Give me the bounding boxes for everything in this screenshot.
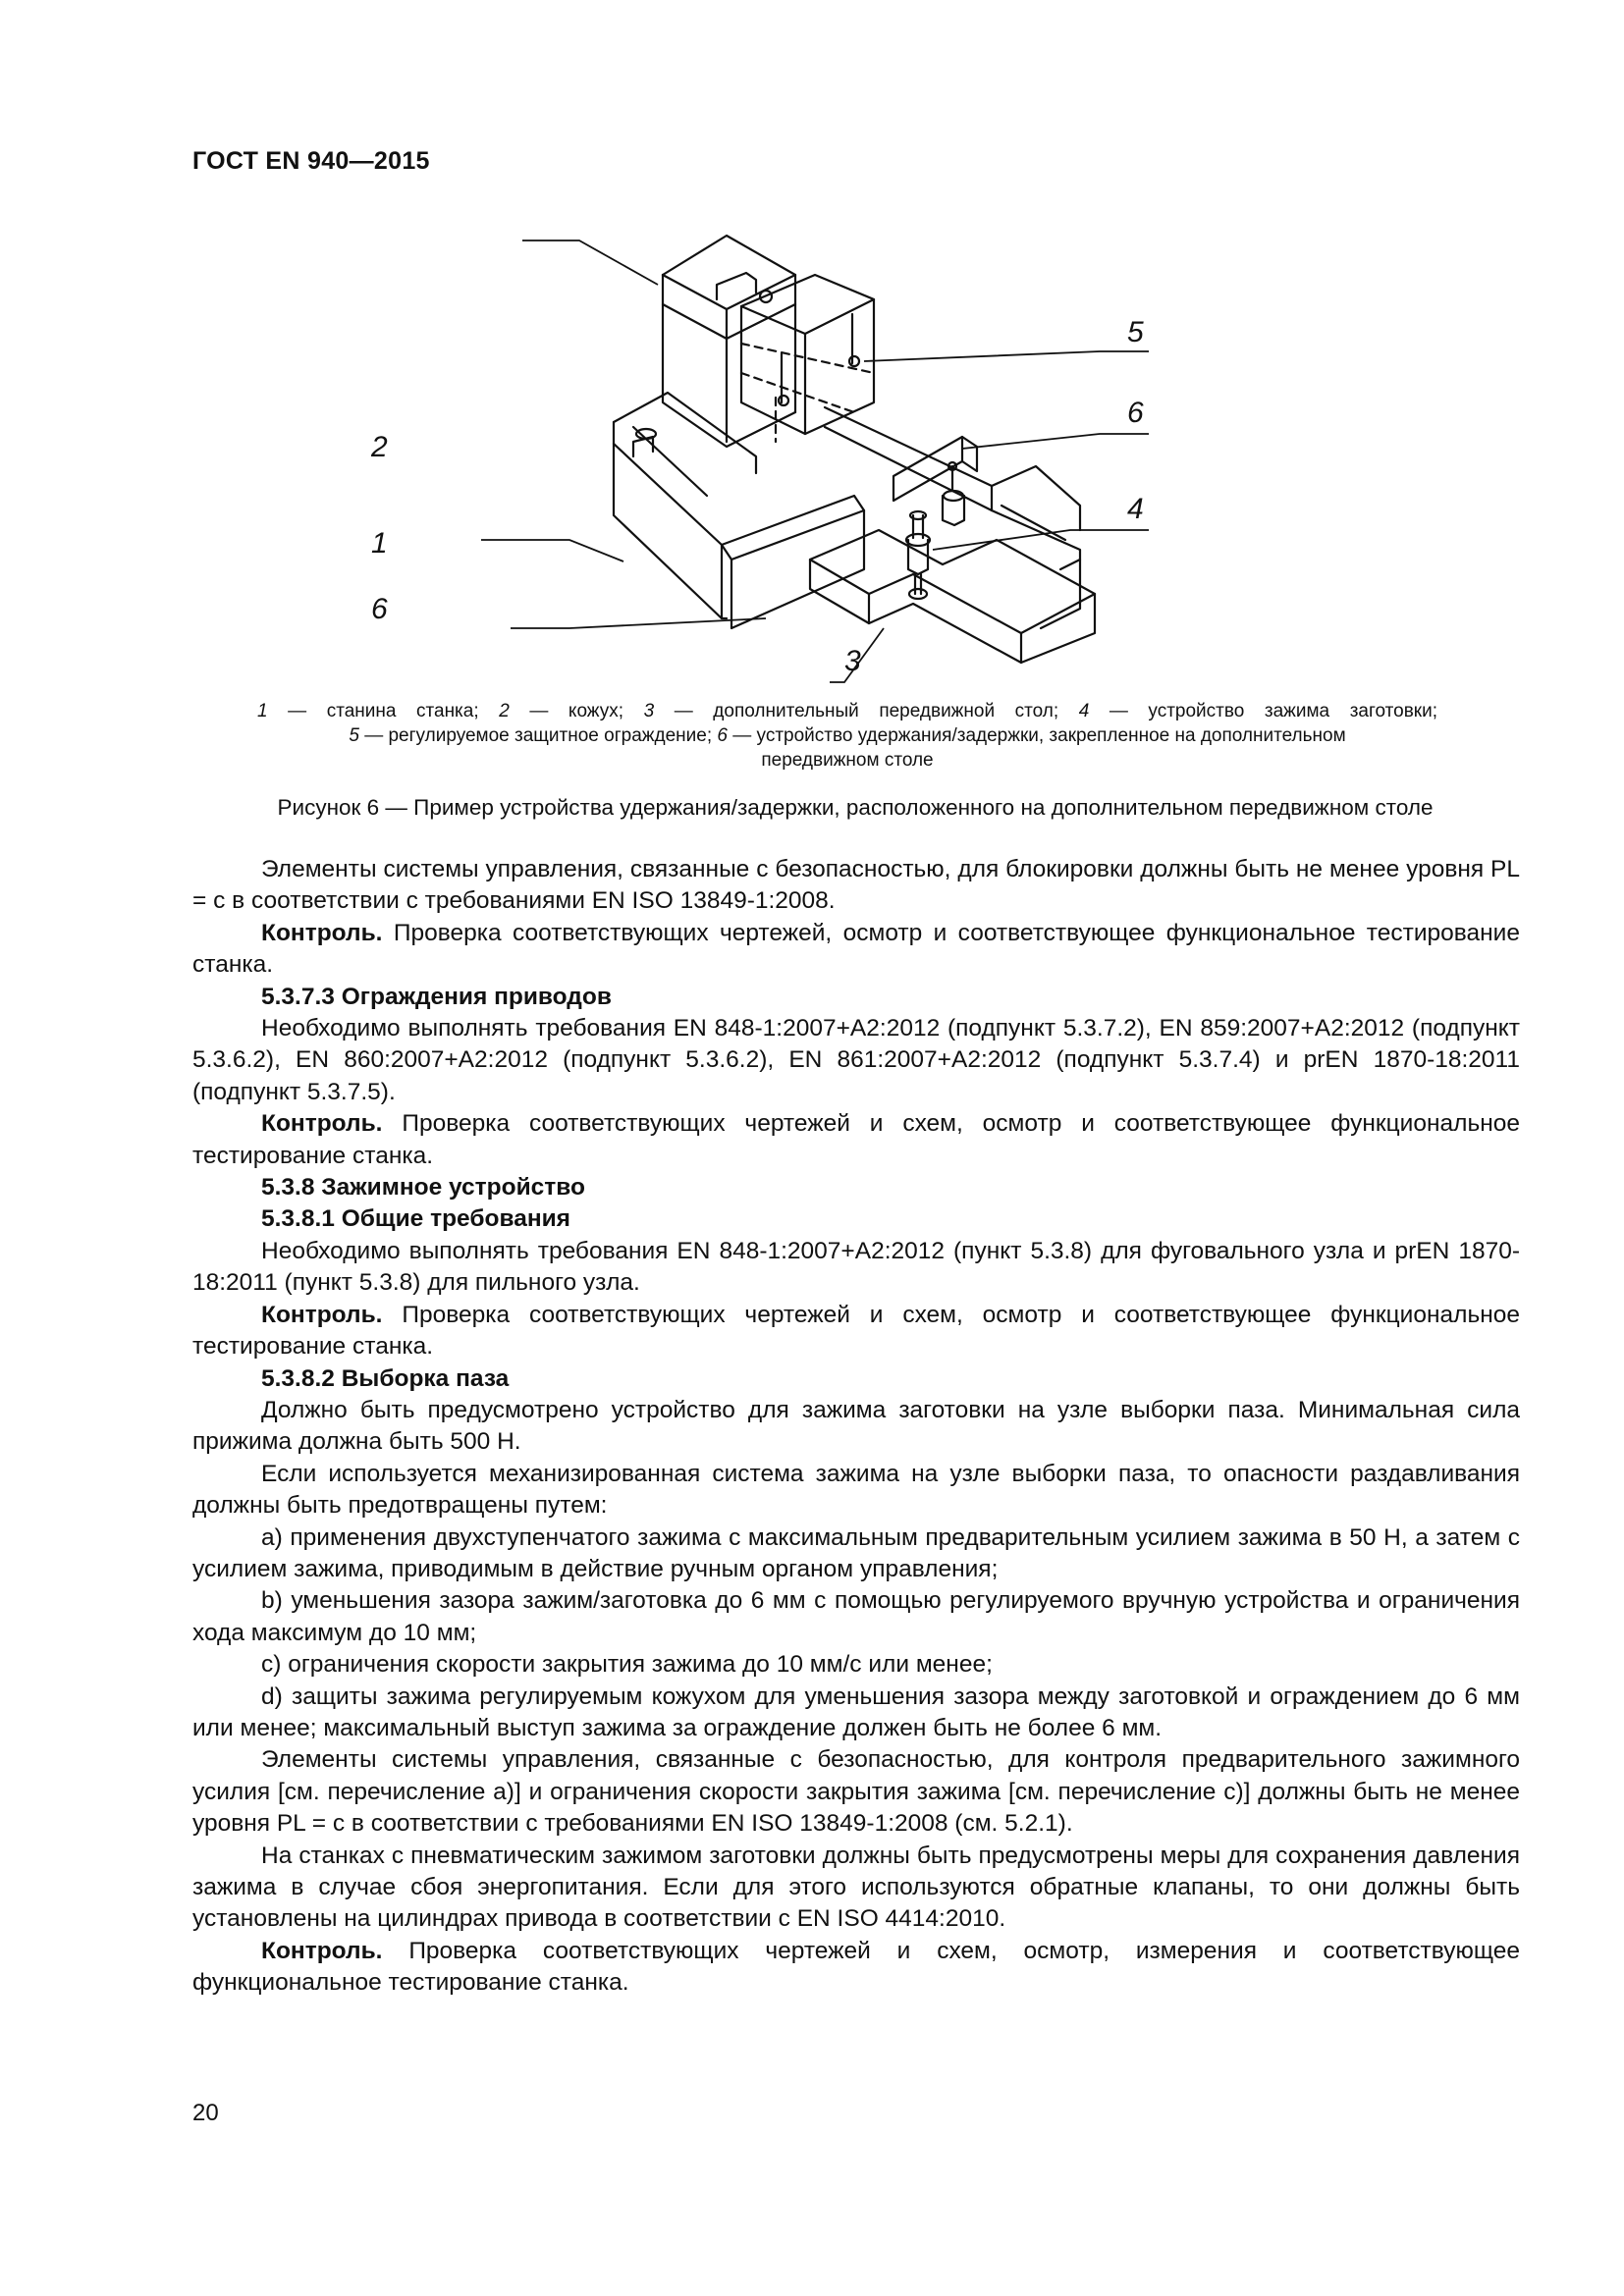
- section-heading: 5.3.8.1 Общие требования: [261, 1205, 570, 1233]
- figure-label-2: 2: [371, 431, 388, 463]
- paragraph: Элементы системы управления, связанные с безопасностью, для блокировки должны быть не менее уровня PL = c в соответствии с требованиями EN ISO 13849-1:2008.: [192, 856, 1520, 915]
- paragraph-control: Контроль. Проверка соответствующих чертежей и схем, осмотр и соответствующее функциональное тестирование станка.: [192, 1110, 1520, 1169]
- list-item: a) применения двухступенчатого зажима с максимальным предварительным усилием зажима в 50 Н, а затем с усилием зажима, приводимым в действие ручным органом управления;: [192, 1523, 1520, 1582]
- figure-6-drawing: [371, 216, 1159, 687]
- paragraph: Необходимо выполнять требования EN 848-1:2007+A2:2012 (подпункт 5.3.7.2), EN 859:2007+A2:2012 (подпункт 5.3.6.2), EN 860:2007+A2:2012 (подпункт 5.3.6.2), EN 861:2007+A2:2012 (подпункт 5.3.7.4) и prEN 1870-18:2011 (подпункт 5.3.7.5).: [192, 1015, 1520, 1105]
- list-item: d) защиты зажима регулируемым кожухом для уменьшения зазора между заготовкой и ограждением до 6 мм или менее; максимальный выступ зажима за ограждение должен быть не более 6 мм.: [192, 1682, 1520, 1741]
- list-item: b) уменьшения зазора зажим/заготовка до 6 мм с помощью регулируемого вручную устройства и ограничения хода максимум до 10 мм;: [192, 1587, 1520, 1646]
- paragraph: Необходимо выполнять требования EN 848-1:2007+A2:2012 (пункт 5.3.8) для фуговального узла и prEN 1870-18:2011 (пункт 5.3.8) для пильного узла.: [192, 1237, 1520, 1297]
- figure-label-6-lower: 6: [371, 593, 388, 625]
- paragraph: На станках с пневматическим зажимом заготовки должны быть предусмотрены меры для сохранения давления зажима в случае сбоя энергопитания. Если для этого используются обратные клапаны, то они должны быть установлены на цилиндрах привода в соответствии с EN ISO 4414:2010.: [192, 1842, 1520, 1933]
- document-header: ГОСТ EN 940—2015: [192, 147, 430, 175]
- machine-line-drawing: [371, 216, 1159, 687]
- legend-line-2: 5 — регулируемое защитное ограждение; 6 — устройство удержания/задержки, закрепленное на дополнительном: [349, 725, 1346, 746]
- figure-label-3: 3: [844, 645, 861, 677]
- paragraph-control: Контроль. Проверка соответствующих чертежей, осмотр и соответствующее функциональное тестирование станка.: [192, 919, 1520, 979]
- housing-shape: [663, 275, 795, 447]
- section-heading: 5.3.8 Зажимное устройство: [261, 1174, 585, 1201]
- figure-caption: Рисунок 6 — Пример устройства удержания/задержки, расположенного на дополнительном передвижном столе: [277, 795, 1434, 820]
- legend-line-1: 1 — станина станка; 2 — кожух; 3 — дополнительный передвижной стол; 4 — устройство зажима заготовки;: [257, 701, 1437, 721]
- figure-label-4: 4: [1127, 493, 1144, 525]
- figure-legend: [257, 699, 1437, 773]
- figure-label-6-upper: 6: [1127, 397, 1144, 429]
- list-item: c) ограничения скорости закрытия зажима до 10 мм/с или менее;: [261, 1651, 993, 1679]
- legend-line-3: передвижном столе: [761, 750, 934, 771]
- paragraph-control: Контроль. Проверка соответствующих чертежей и схем, осмотр и соответствующее функциональное тестирование станка.: [192, 1301, 1520, 1361]
- paragraph: Элементы системы управления, связанные с безопасностью, для контроля предварительного зажимного усилия [см. перечисление a)] и ограничения скорости закрытия зажима [см. перечисление c)] должны быть не менее уровня PL = c в соответствии с требованиями EN ISO 13849-1:2008 (см. 5.2.1).: [192, 1746, 1520, 1838]
- holdback-device-lower-shape: [722, 496, 864, 560]
- section-heading: 5.3.7.3 Ограждения приводов: [261, 983, 612, 1010]
- figure-label-1: 1: [371, 527, 388, 560]
- paragraph: Должно быть предусмотрено устройство для зажима заготовки на узле выборки паза. Минимальная сила прижима должна быть 500 Н.: [192, 1396, 1520, 1456]
- paragraph: Если используется механизированная система зажима на узле выборки паза, то опасности раздавливания должны быть предотвращены путем:: [192, 1460, 1520, 1520]
- paragraph-control: Контроль. Проверка соответствующих чертежей и схем, осмотр, измерения и соответствующее функциональное тестирование станка.: [192, 1937, 1520, 1997]
- machine-frame-shape: [614, 422, 727, 618]
- document-body: [192, 854, 1520, 2000]
- page-number: 20: [192, 2100, 219, 2126]
- figure-label-5: 5: [1127, 316, 1144, 348]
- section-heading: 5.3.8.2 Выборка паза: [261, 1364, 510, 1392]
